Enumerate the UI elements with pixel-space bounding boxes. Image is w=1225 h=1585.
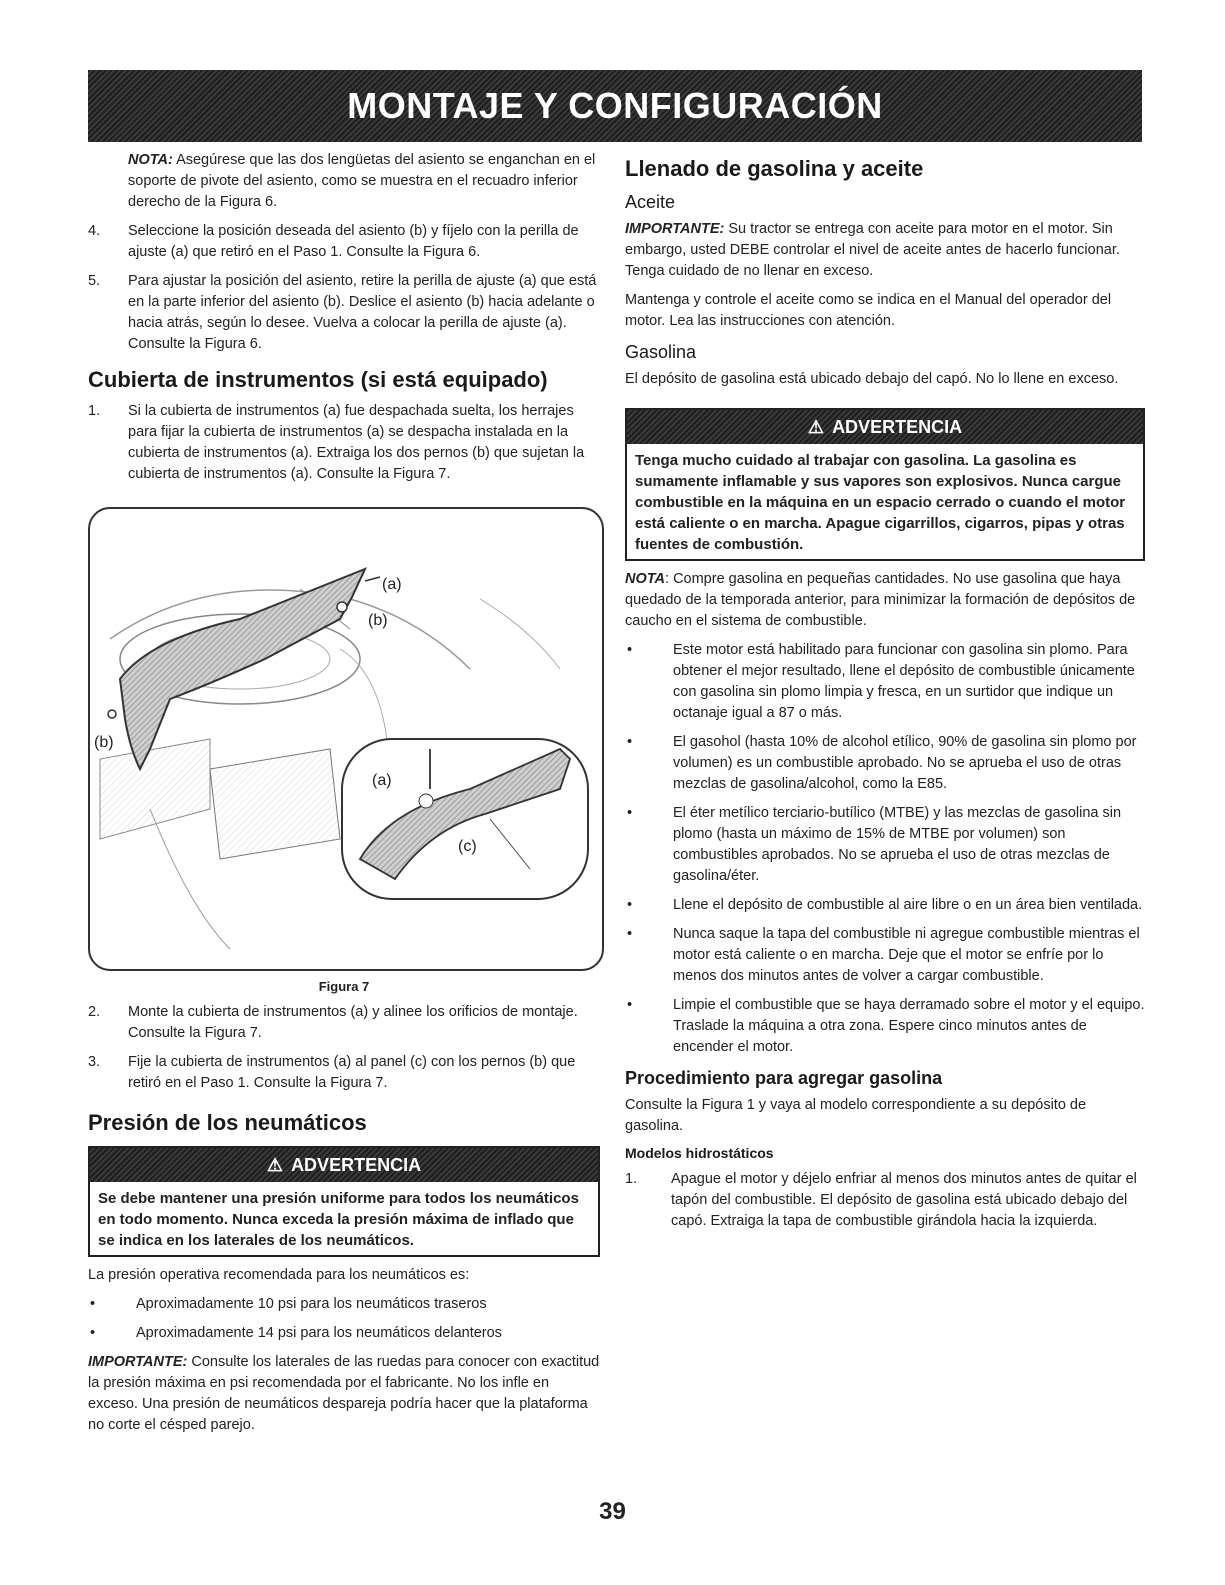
nota-text: Asegúrese que las dos lengüetas del asiento se enganchan en el soporte de pivote del asiento, como se muestra en el recuadro inferior derecho de la Figura 6. (128, 152, 596, 210)
warning-title: ADVERTENCIA (291, 1154, 422, 1175)
section-banner (88, 70, 1142, 142)
modelos-step-1 (625, 1169, 1145, 1232)
bullet-text: El gasohol (hasta 10% de alcohol etílico, 90% de gasolina sin plomo por volumen) es un combustible aprobado. No se aprueba el uso de otras mezclas de gasolina/alcohol, como la E85. (673, 734, 1137, 792)
step-number: 1. (625, 1171, 638, 1187)
heading-cubierta: Cubierta de instrumentos (si está equipado) (88, 367, 548, 392)
warning-triangle-icon: ⚠ (266, 1154, 284, 1175)
figure-label-c: (c) (458, 838, 477, 855)
bullet-item (625, 895, 1145, 916)
warning-box-fuel (625, 408, 1145, 561)
bullet-marker: • (627, 897, 633, 913)
bullet-text: Aproximadamente 10 psi para los neumáticos traseros (136, 1296, 487, 1312)
aceite-paragraph: Mantenga y controle el aceite como se indica en el Manual del operador del motor. Lea las instrucciones con atención. (625, 292, 1112, 329)
importante-paragraph (88, 1352, 600, 1436)
nota-paragraph (625, 569, 1145, 632)
bullet-marker: • (90, 1296, 96, 1312)
importante-label: IMPORTANTE: (88, 1354, 188, 1370)
bullet-text: El éter metílico terciario-butílico (MTBE) y las mezclas de gasolina sin plomo (hasta un máximo de 15% de MTBE por volumen) son combustibles aprobados. No se aprueba el uso de otras mezclas de gasolina/éter. (673, 805, 1122, 884)
bullet-marker: • (627, 734, 633, 750)
bullet-item (625, 924, 1145, 987)
nota-label: NOTA (625, 571, 666, 587)
left-column (88, 150, 600, 1436)
bullet-marker: • (627, 997, 633, 1013)
figure-7 (88, 507, 604, 971)
heading-gasolina: Gasolina (625, 342, 697, 362)
step-5 (88, 271, 600, 355)
step-text: Para ajustar la posición del asiento, retire la perilla de ajuste (a) que está en la parte inferior del asiento (b). Deslice el asiento (b) hacia adelante o hacia atrás, según lo desee. Vuelva a colocar la perilla de ajuste (a). Consulte la Figura 6. (128, 273, 597, 352)
step-text: Apague el motor y déjelo enfriar al menos dos minutos antes de quitar el tapón del combustible. El depósito de gasolina está ubicado debajo del capó. Extraiga la tapa de combustible girándola hacia la izquierda. (671, 1171, 1137, 1229)
page-title: MONTAJE Y CONFIGURACIÓN (347, 85, 883, 126)
figure-caption: Figura 7 (318, 979, 370, 994)
figure-label-a: (a) (382, 576, 402, 593)
cubierta-step-3 (88, 1052, 600, 1094)
nota-text: : Compre gasolina en pequeñas cantidades. No use gasolina que haya quedado de la temporada anterior, para minimizar la formación de depósitos de caucho en el sistema de combustible. (625, 571, 1136, 629)
presion-intro: La presión operativa recomendada para los neumáticos es: (88, 1267, 470, 1283)
bullet-marker: • (90, 1325, 96, 1341)
step-text: Si la cubierta de instrumentos (a) fue despachada suelta, los herrajes para fijar la cubierta de instrumentos (a) se despacha instalada en la cubierta de instrumentos (a). Extraiga los dos pernos (b) que sujetan la cubierta de instrumentos (a). Consulte la Figura 7. (128, 403, 585, 482)
bullet-text: Este motor está habilitado para funcionar con gasolina sin plomo. Para obtener el mejor resultado, llene el depósito de combustible únicamente con gasolina sin plomo limpia y fresca, en un surtidor que indique un octanaje igual a 87 o más. (673, 642, 1135, 721)
heading-llenado: Llenado de gasolina y aceite (625, 156, 924, 181)
bullet-item (88, 1323, 600, 1344)
bullet-item (625, 640, 1145, 724)
right-column (625, 150, 1145, 1232)
bullet-item (625, 803, 1145, 887)
bullet-item (625, 995, 1145, 1058)
step-number: 4. (88, 223, 101, 239)
bullet-text: Aproximadamente 14 psi para los neumáticos delanteros (136, 1325, 502, 1341)
figure-label-b: (b) (368, 612, 388, 629)
bullet-marker: • (627, 642, 633, 658)
cubierta-step-2 (88, 1002, 600, 1044)
step-4 (88, 221, 600, 263)
figure-label-b-left: (b) (94, 734, 114, 751)
bullet-text: Llene el depósito de combustible al aire libre o en un área bien ventilada. (673, 897, 1143, 913)
warning-header (627, 410, 1143, 444)
step-number: 1. (88, 403, 101, 419)
gasolina-paragraph: El depósito de gasolina está ubicado debajo del capó. No lo llene en exceso. (625, 371, 1119, 387)
warning-text: Se debe mantener una presión uniforme para todos los neumáticos en todo momento. Nunca exceda la presión máxima de inflado que se indica en los laterales de los neumáticos. (98, 1190, 579, 1249)
bullet-item (88, 1294, 600, 1315)
importante-label: IMPORTANTE: (625, 221, 725, 237)
heading-procedimiento: Procedimiento para agregar gasolina (625, 1068, 943, 1088)
step-number: 2. (88, 1004, 101, 1020)
heading-modelos: Modelos hidrostáticos (625, 1145, 774, 1161)
step-number: 3. (88, 1054, 101, 1070)
instrument-cover-illustration (90, 509, 602, 969)
bullet-text: Limpie el combustible que se haya derramado sobre el motor y el equipo. Traslade la máquina a otra zona. Espere cinco minutos antes de encender el motor. (673, 997, 1145, 1055)
nota-paragraph (88, 150, 600, 213)
importante-paragraph (625, 219, 1145, 282)
step-text: Monte la cubierta de instrumentos (a) y alinee los orificios de montaje. Consulte la Figura 7. (128, 1004, 578, 1041)
step-text: Seleccione la posición deseada del asiento (b) y fíjelo con la perilla de ajuste (a) que retiró en el Paso 1. Consulte la Figura 6. (128, 223, 579, 260)
figure-label-a-inset: (a) (372, 772, 392, 789)
warning-triangle-icon: ⚠ (807, 416, 825, 437)
step-text: Fije la cubierta de instrumentos (a) al panel (c) con los pernos (b) que retiró en el Paso 1. Consulte la Figura 7. (128, 1054, 576, 1091)
step-number: 5. (88, 273, 101, 289)
bullet-text: Nunca saque la tapa del combustible ni agregue combustible mientras el motor está caliente o en marcha. Deje que el motor se enfríe por lo menos dos minutos antes de volver a cargar combustible. (673, 926, 1140, 984)
cubierta-step-1 (88, 401, 600, 485)
bullet-marker: • (627, 805, 633, 821)
page-number: 39 (599, 1498, 626, 1525)
importante-text: Consulte los laterales de las ruedas para conocer con exactitud la presión máxima en psi recomendada por el fabricante. No los infle en exceso. Una presión de neumáticos despareja podría hacer que la plataforma no corte el césped parejo. (88, 1354, 600, 1433)
procedimiento-paragraph: Consulte la Figura 1 y vaya al modelo correspondiente a su depósito de gasolina. (625, 1097, 1087, 1134)
warning-box-tires (88, 1146, 600, 1257)
warning-header (90, 1148, 598, 1182)
bullet-marker: • (627, 926, 633, 942)
bullet-item (625, 732, 1145, 795)
importante-text: Su tractor se entrega con aceite para motor en el motor. Sin embargo, usted DEBE controlar el nivel de aceite antes de hacerlo funcionar. Tenga cuidado de no llenar en exceso. (625, 221, 1120, 279)
warning-title: ADVERTENCIA (832, 416, 963, 437)
heading-aceite: Aceite (625, 192, 676, 212)
warning-text: Tenga mucho cuidado al trabajar con gasolina. La gasolina es sumamente inflamable y sus vapores son explosivos. Nunca cargue combustible en la máquina en un espacio cerrado o cuando el motor está caliente o en marcha. Apague cigarrillos, cigarros, pipas y otras fuentes de combustión. (635, 452, 1126, 553)
heading-presion: Presión de los neumáticos (88, 1110, 367, 1135)
nota-label: NOTA: (128, 152, 173, 168)
